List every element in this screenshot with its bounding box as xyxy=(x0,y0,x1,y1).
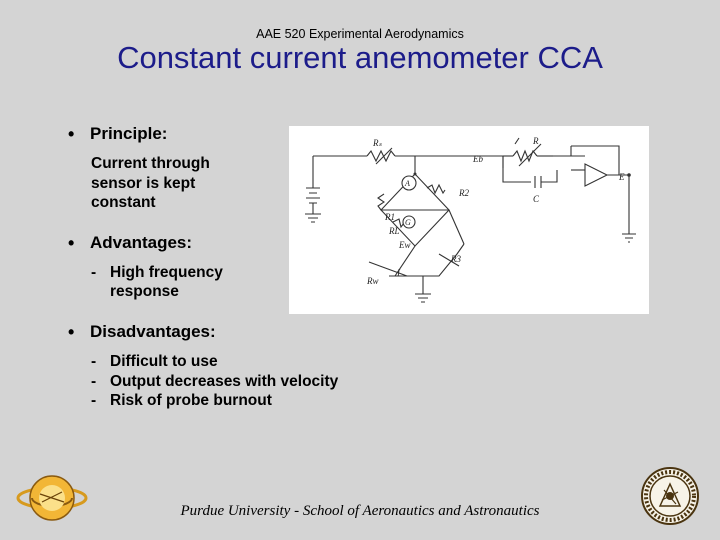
slide-title: Constant current anemometer CCA xyxy=(117,40,603,75)
label-a: A xyxy=(405,179,410,188)
label-r: R xyxy=(533,136,539,146)
disadvantage-item: - Difficult to use xyxy=(91,353,218,370)
circuit-svg xyxy=(289,126,649,314)
course-header: AAE 520 Experimental Aerodynamics xyxy=(256,27,464,41)
principle-line: constant xyxy=(91,194,156,211)
purdue-seal-logo xyxy=(640,466,700,531)
advantages-heading: Advantages: xyxy=(90,233,193,252)
label-e: E xyxy=(619,172,625,182)
label-rw: Rw xyxy=(367,276,379,286)
principle-heading: Principle: xyxy=(90,124,168,143)
label-c: C xyxy=(533,194,540,204)
bullet-dot-icon: • xyxy=(68,322,75,342)
disadvantages-heading: Disadvantages: xyxy=(90,322,216,341)
label-eb: Eb xyxy=(473,154,483,164)
label-rl: RL xyxy=(389,226,400,236)
label-r3: R3 xyxy=(451,254,461,264)
advantage-item-cont: response xyxy=(110,283,179,300)
disadvantage-item: - Risk of probe burnout xyxy=(91,392,272,409)
bullet-dot-icon: • xyxy=(68,233,75,253)
label-g: G xyxy=(405,218,411,227)
label-r2: R2 xyxy=(459,188,469,198)
experimental-aerodynamics-logo xyxy=(16,470,88,531)
principle-line: Current through xyxy=(91,155,210,172)
principle-line: sensor is kept xyxy=(91,174,196,192)
principle-text xyxy=(91,154,210,213)
label-r1: R1 xyxy=(385,212,395,222)
footer-text: Purdue University - School of Aeronautics and Astronautics xyxy=(180,503,540,519)
cca-circuit-diagram xyxy=(289,126,649,314)
bullet-dot-icon: • xyxy=(68,124,75,144)
label-ew: Ew xyxy=(399,240,411,250)
advantage-item: - High frequency xyxy=(91,264,223,281)
label-rs: Rₛ xyxy=(373,138,382,148)
disadvantage-item: - Output decreases with velocity xyxy=(91,373,339,390)
label-i: I xyxy=(397,268,400,278)
